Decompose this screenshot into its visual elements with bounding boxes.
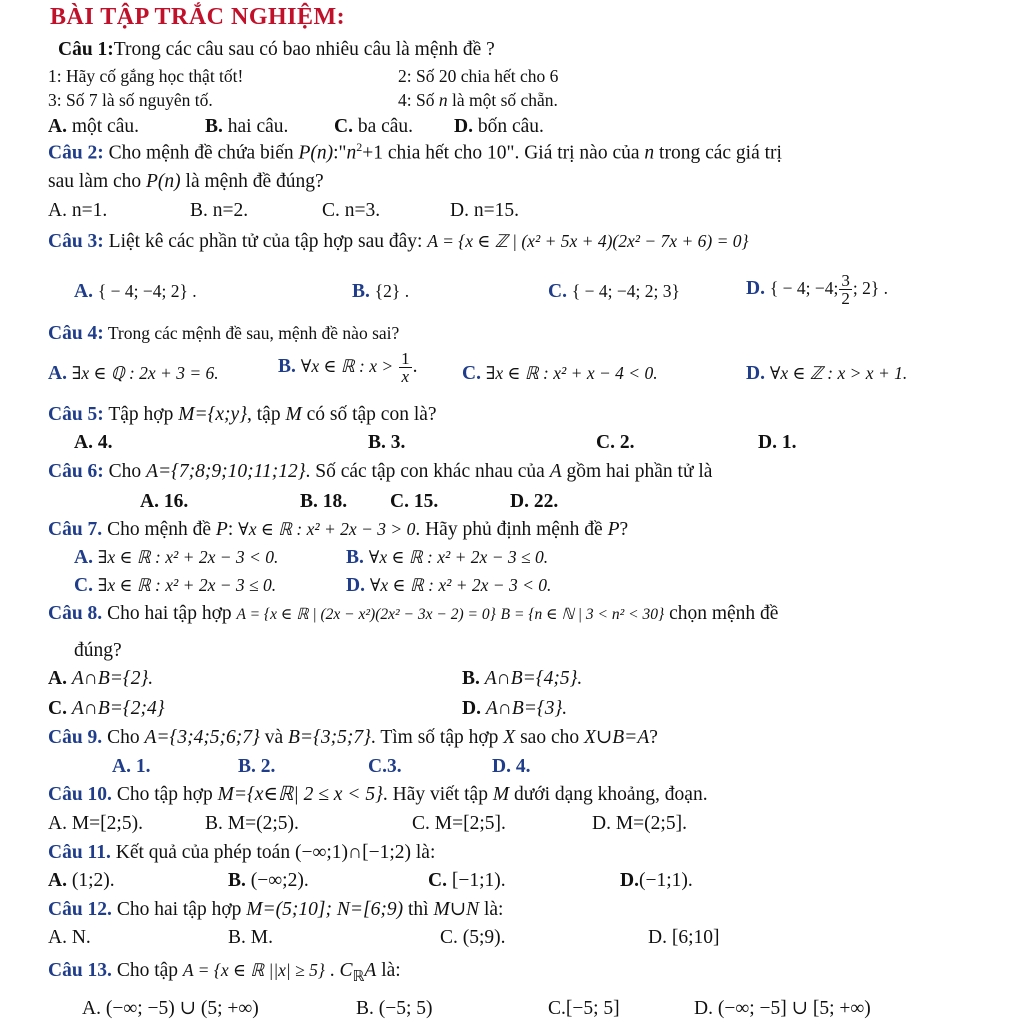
q5-option-d[interactable]: D. 1.	[758, 432, 797, 453]
q5-option-c[interactable]: C. 2.	[596, 432, 635, 453]
question-9: Câu 9. Cho A={3;4;5;6;7} và B={3;5;7}. Tìm số tập hợp X sao cho X∪B=A?	[48, 727, 658, 748]
question-12: Câu 12. Cho hai tập hợp M=(5;10]; N=[6;9) thì M∪N là:	[48, 899, 504, 920]
q1-statement-4: 4: Số n là một số chẵn.	[398, 90, 558, 110]
question-6-label: Câu 6:	[48, 461, 104, 482]
question-8-line-2: đúng?	[74, 640, 122, 661]
q1-option-a[interactable]: A. một câu.	[48, 116, 139, 137]
q4-option-c[interactable]: C. ∃x ∈ ℝ : x² + x − 4 < 0.	[462, 363, 658, 384]
q7-option-d[interactable]: D. ∀x ∈ ℝ : x² + 2x − 3 < 0.	[346, 575, 552, 596]
question-2: Câu 2: Cho mệnh đề chứa biến $P(n):"n^2+1$ chia hết cho 10". Giá trị nào của n trong các giá trị	[48, 140, 782, 164]
q11-option-d[interactable]: D.(−1;1).	[620, 870, 693, 891]
q4-option-d[interactable]: D. ∀x ∈ ℤ : x > x + 1.	[746, 363, 908, 384]
question-2-label: Câu 2:	[48, 142, 104, 164]
q12-option-c[interactable]: C. (5;9).	[440, 927, 506, 948]
question-3-label: Câu 3:	[48, 231, 104, 252]
q11-option-a[interactable]: A. (1;2).	[48, 870, 115, 891]
q13-option-d[interactable]: D. (−∞; −5] ∪ [5; +∞)	[694, 998, 871, 1019]
q13-option-a[interactable]: A. (−∞; −5) ∪ (5; +∞)	[82, 998, 259, 1019]
q9-option-a[interactable]: A. 1.	[112, 756, 151, 777]
q7-option-c[interactable]: C. ∃x ∈ ℝ : x² + 2x − 3 ≤ 0.	[74, 575, 277, 596]
q1-statement-1: 1: Hãy cố gắng học thật tốt!	[48, 66, 244, 86]
question-13-label: Câu 13.	[48, 960, 112, 981]
question-4: Câu 4: Trong các mệnh đề sau, mệnh đề nào sai?	[48, 323, 400, 344]
q9-option-b[interactable]: B. 2.	[238, 756, 276, 777]
question-1-label: Câu 1:	[58, 39, 114, 60]
question-7-label: Câu 7.	[48, 519, 103, 540]
question-1	[58, 38, 495, 61]
q1-option-b[interactable]: B. hai câu.	[205, 116, 289, 137]
q12-option-a[interactable]: A. N.	[48, 927, 91, 948]
q12-option-d[interactable]: D. [6;10]	[648, 927, 720, 948]
q8-option-c[interactable]: C. A∩B={2;4}	[48, 698, 165, 719]
q11-option-b[interactable]: B. (−∞;2).	[228, 870, 309, 891]
q4-option-b[interactable]: B. ∀x ∈ ℝ : x > $\frac{1}{x}$ .	[278, 349, 418, 386]
question-3: Câu 3: Liệt kê các phần tử của tập hợp sau đây: A = {x ∈ ℤ | (x² + 5x + 4)(2x² − 7x + 6) = 0}	[48, 231, 749, 252]
q9-option-c[interactable]: C.3.	[368, 756, 402, 777]
q12-option-b[interactable]: B. M.	[228, 927, 273, 948]
question-6: Câu 6: Cho A={7;8;9;10;11;12}. Số các tập con khác nhau của A gồm hai phần tử là	[48, 461, 713, 482]
q1-statement-3: 3: Số 7 là số nguyên tố.	[48, 90, 213, 110]
question-2-line-2: sau làm cho P(n) là mệnh đề đúng?	[48, 171, 324, 192]
q13-option-c[interactable]: C.[−5; 5]	[548, 998, 620, 1019]
q1-option-d[interactable]: D. bốn câu.	[454, 116, 544, 137]
question-13: Câu 13. Cho tập A = {x ∈ ℝ ||x| ≥ 5} . $C_ℝA$ là:	[48, 960, 401, 985]
question-1-text: Trong các câu sau có bao nhiêu câu là mệnh đề ?	[113, 39, 495, 60]
q2-option-b[interactable]: B. n=2.	[190, 200, 249, 221]
q10-option-b[interactable]: B. M=(2;5).	[205, 813, 299, 834]
q6-option-a[interactable]: A. 16.	[140, 491, 189, 512]
q8-option-b[interactable]: B. A∩B={4;5}.	[462, 668, 583, 689]
q6-option-d[interactable]: D. 22.	[510, 491, 559, 512]
question-8-label: Câu 8.	[48, 603, 103, 624]
page-title: BÀI TẬP TRẮC NGHIỆM:	[50, 4, 346, 30]
question-4-label: Câu 4:	[48, 323, 104, 344]
q1-option-c[interactable]: C. ba câu.	[334, 116, 414, 137]
question-12-label: Câu 12.	[48, 899, 112, 920]
q10-option-d[interactable]: D. M=(2;5].	[592, 813, 687, 834]
question-5: Câu 5: Tập hợp M={x;y}, tập M có số tập con là?	[48, 404, 437, 425]
q5-option-b[interactable]: B. 3.	[368, 432, 406, 453]
q8-option-a[interactable]: A. A∩B={2}.	[48, 668, 154, 689]
q6-option-c[interactable]: C. 15.	[390, 491, 439, 512]
q3-option-b[interactable]: B. {2} .	[352, 281, 410, 302]
question-11-label: Câu 11.	[48, 842, 111, 863]
q3-option-c[interactable]: C. { − 4; −4; 2; 3}	[548, 281, 680, 302]
q10-option-a[interactable]: A. M=[2;5).	[48, 813, 143, 834]
q3-set: A = {x ∈ ℤ | (x² + 5x + 4)(2x² − 7x + 6) = 0}	[427, 231, 749, 251]
q2-option-d[interactable]: D. n=15.	[450, 200, 519, 221]
q2-option-c[interactable]: C. n=3.	[322, 200, 381, 221]
question-10-label: Câu 10.	[48, 784, 112, 805]
question-7: Câu 7. Cho mệnh đề P: ∀x ∈ ℝ : x² + 2x − 3 > 0. Hãy phủ định mệnh đề P?	[48, 519, 629, 540]
q8-option-d[interactable]: D. A∩B={3}.	[462, 698, 568, 719]
question-10: Câu 10. Cho tập hợp M={x∈ℝ| 2 ≤ x < 5}. Hãy viết tập M dưới dạng khoảng, đoạn.	[48, 784, 708, 805]
q4-option-a[interactable]: A. ∃x ∈ ℚ : 2x + 3 = 6.	[48, 363, 219, 384]
q7-option-a[interactable]: A. ∃x ∈ ℝ : x² + 2x − 3 < 0.	[74, 547, 279, 568]
q3-option-d[interactable]: D. { − 4; −4; $\frac{3}{2}$ ; 2} .	[746, 271, 888, 308]
q5-option-a[interactable]: A. 4.	[74, 432, 113, 453]
q2-option-a[interactable]: A. n=1.	[48, 200, 108, 221]
question-5-label: Câu 5:	[48, 404, 104, 425]
question-11: Câu 11. Kết quả của phép toán (−∞;1)∩[−1;2) là:	[48, 842, 436, 863]
q10-option-c[interactable]: C. M=[2;5].	[412, 813, 506, 834]
q13-option-b[interactable]: B. (−5; 5)	[356, 998, 433, 1019]
question-8: Câu 8. Cho hai tập hợp A = {x ∈ ℝ | (2x − x²)(2x² − 3x − 2) = 0} B = {n ∈ ℕ | 3 < n² < 30} chọn mệnh đề	[48, 603, 779, 624]
q1-statement-2: 2: Số 20 chia hết cho 6	[398, 66, 559, 86]
q3-option-a[interactable]: A. { − 4; −4; 2} .	[74, 281, 197, 302]
q11-option-c[interactable]: C. [−1;1).	[428, 870, 506, 891]
question-9-label: Câu 9.	[48, 727, 103, 748]
q9-option-d[interactable]: D. 4.	[492, 756, 531, 777]
q7-option-b[interactable]: B. ∀x ∈ ℝ : x² + 2x − 3 ≤ 0.	[346, 547, 549, 568]
q6-option-b[interactable]: B. 18.	[300, 491, 348, 512]
